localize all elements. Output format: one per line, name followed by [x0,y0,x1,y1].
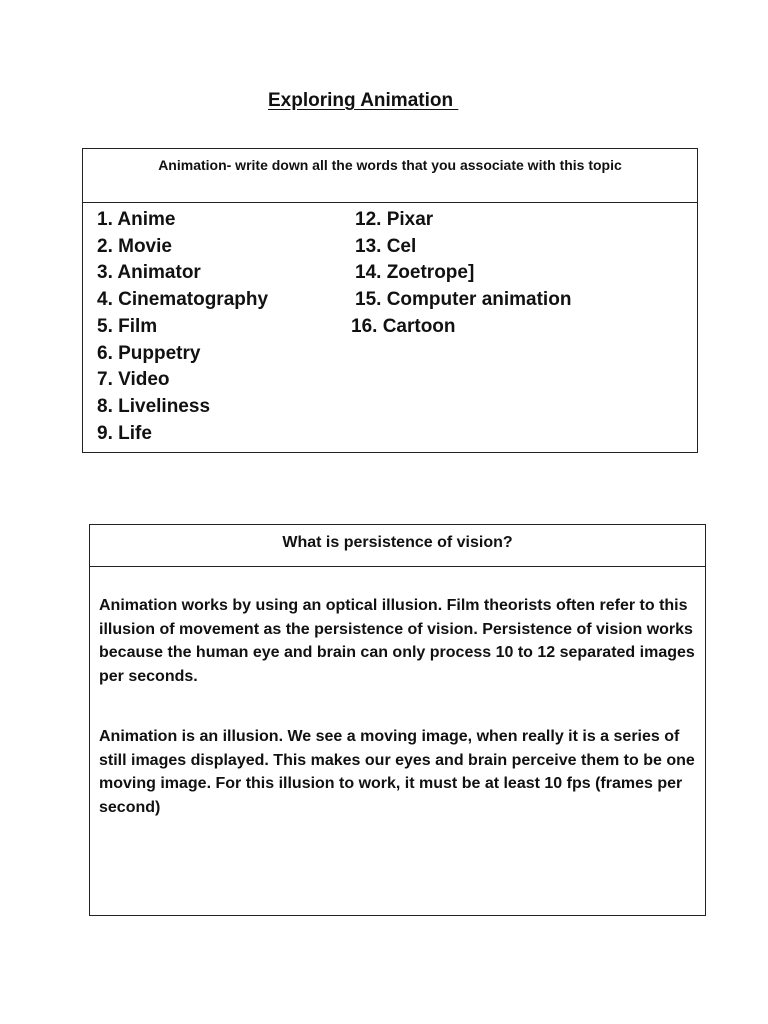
word-list-right [351,207,572,341]
association-box [82,148,698,453]
list-item: 3. Animator [97,262,201,284]
persistence-paragraph-2: Animation is an illusion. We see a moving image, when really it is a series of still images displayed. This makes our eyes and brain perceive them to be one moving image. For this illusion to work, it must be at least 10 fps (frames per second) [99,728,695,816]
list-item: 13. Cel [355,235,417,257]
list-item: 7. Video [97,369,170,391]
list-item: 2. Movie [97,235,172,257]
list-item: 16. Cartoon [351,315,456,337]
list-item: 12. Pixar [355,209,434,230]
list-item: 9. Life [97,422,152,444]
association-box-header: Animation- write down all the words that you associate with this topic [83,149,697,203]
list-item: 4. Cinematography [97,289,269,311]
list-item: 8. Liveliness [97,395,211,417]
list-item: 15. Computer animation [355,289,572,311]
persistence-box [89,524,706,916]
list-item: 6. Puppetry [97,342,201,364]
list-item: 1. Anime [97,209,176,230]
list-item: 14. Zoetrope] [355,262,475,284]
persistence-paragraph-1: Animation works by using an optical illusion. Film theorists often refer to this illusion of movement as the persistence of vision. Persistence of vision works because the human eye and brain can only process 10 to 12 separated images per seconds. [99,597,695,685]
persistence-box-header: What is persistence of vision? [90,525,705,567]
word-list-left [97,207,268,447]
list-item: 5. Film [97,315,158,337]
page-title: Exploring Animation [268,90,459,111]
